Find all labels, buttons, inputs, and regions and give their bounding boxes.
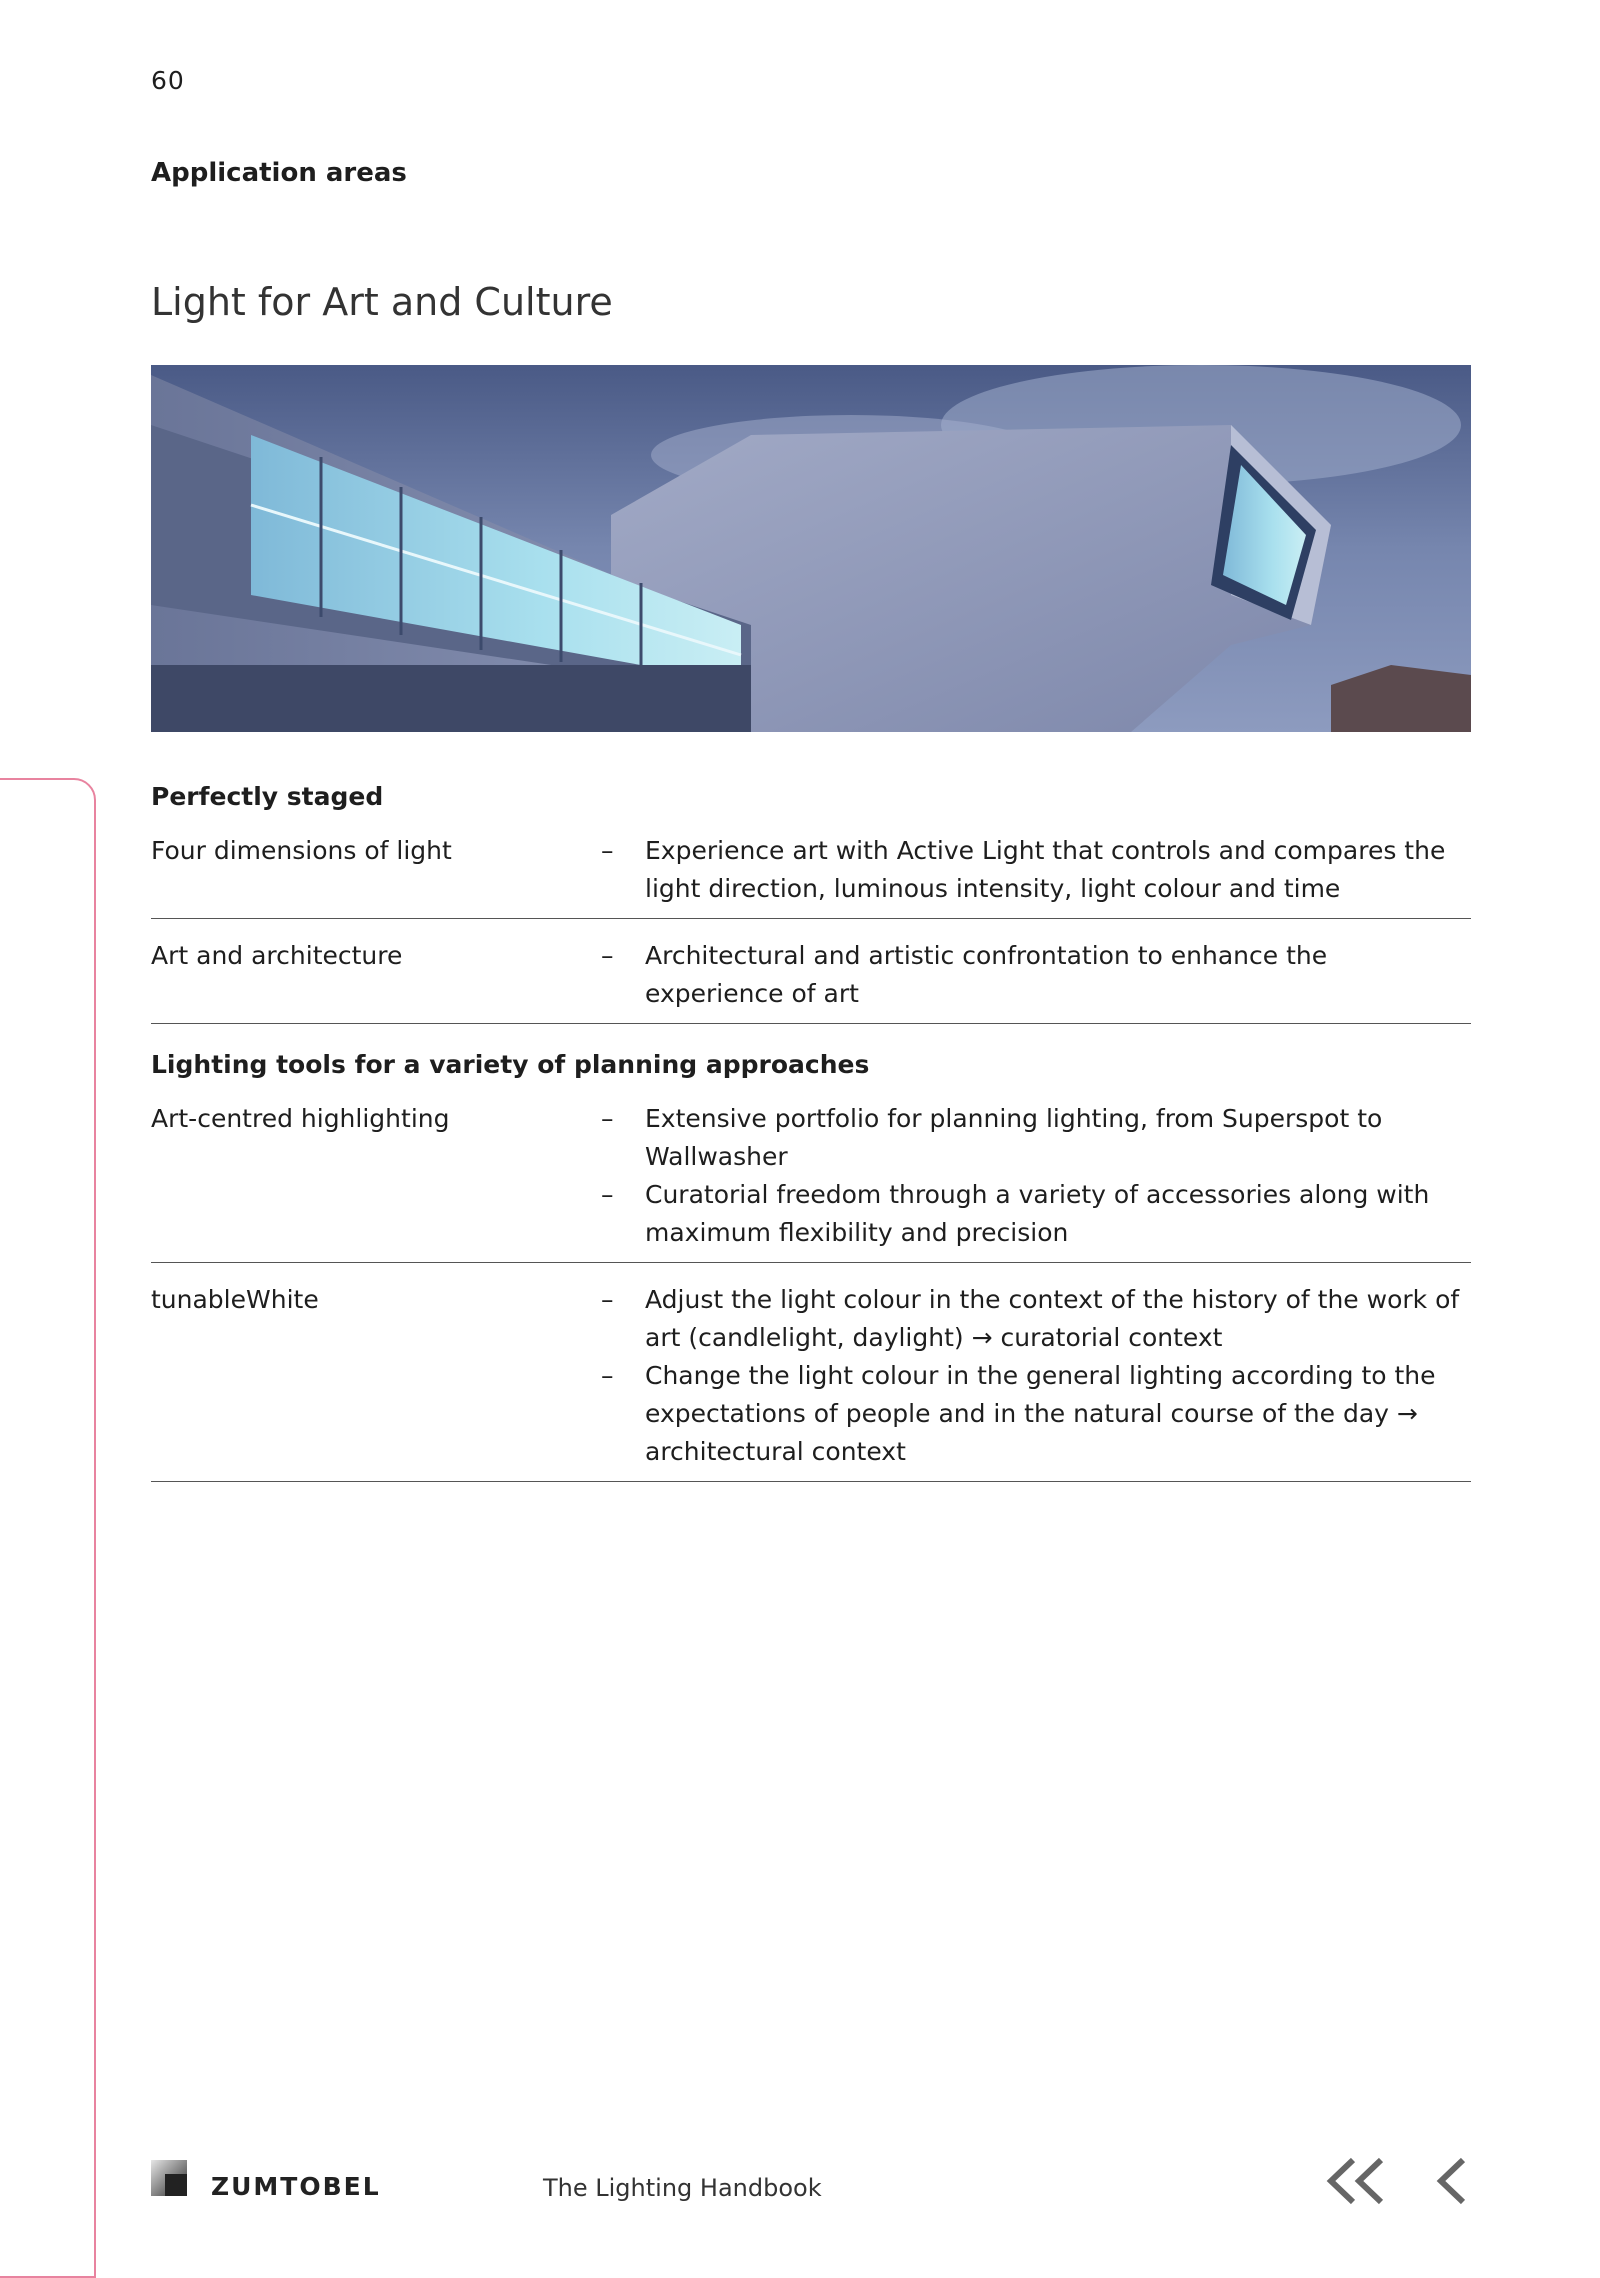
dash-bullet: – xyxy=(601,1361,614,1390)
bullet-list xyxy=(601,832,1471,908)
table-row xyxy=(151,1082,1471,1263)
side-tab-border xyxy=(0,778,96,2278)
list-item xyxy=(601,1176,1471,1252)
dash-bullet: – xyxy=(601,1285,614,1314)
row-label: Art and architecture xyxy=(151,941,403,970)
bullet-list xyxy=(601,1100,1471,1252)
list-item-text: Experience art with Active Light that controls and compares the light direction, luminous intensity, light colour and time xyxy=(645,836,1446,903)
list-item xyxy=(601,1281,1471,1357)
group-heading: Perfectly staged xyxy=(151,782,384,811)
row-label: Four dimensions of light xyxy=(151,836,452,865)
brand-name: ZUMTOBEL xyxy=(211,2172,381,2201)
dash-bullet: – xyxy=(601,941,614,970)
list-item xyxy=(601,1357,1471,1471)
table-row xyxy=(151,919,1471,1024)
double-chevron-left-icon[interactable] xyxy=(1323,2156,1387,2206)
list-item xyxy=(601,832,1471,908)
section-label: Application areas xyxy=(151,158,407,188)
list-item-text: Architectural and artistic confrontation to enhance the experience of art xyxy=(645,941,1328,1008)
list-item xyxy=(601,1100,1471,1176)
row-label: Art-centred highlighting xyxy=(151,1104,450,1133)
row-label: tunableWhite xyxy=(151,1285,319,1314)
footer xyxy=(151,2150,1471,2210)
list-item-text: Curatorial freedom through a variety of accessories along with maximum flexibility and precision xyxy=(645,1180,1430,1247)
chevron-left-icon[interactable] xyxy=(1433,2156,1473,2206)
table-row xyxy=(151,1263,1471,1482)
dash-bullet: – xyxy=(601,836,614,865)
page-title: Light for Art and Culture xyxy=(151,280,613,324)
museum-building-photo xyxy=(151,365,1471,732)
list-item xyxy=(601,937,1471,1013)
application-content xyxy=(151,780,1471,1482)
list-item-text: Change the light colour in the general lighting according to the expectations of people and in the natural course of the day → architectural context xyxy=(645,1361,1436,1466)
group-heading: Lighting tools for a variety of planning approaches xyxy=(151,1050,870,1079)
zumtobel-logo-icon xyxy=(151,2160,187,2196)
dash-bullet: – xyxy=(601,1104,614,1133)
list-item-text: Adjust the light colour in the context of the history of the work of art (candlelight, daylight) → curatorial context xyxy=(645,1285,1460,1352)
list-item-text: Extensive portfolio for planning lighting, from Superspot to Wallwasher xyxy=(645,1104,1383,1171)
table-row xyxy=(151,814,1471,919)
dash-bullet: – xyxy=(601,1180,614,1209)
bullet-list xyxy=(601,1281,1471,1471)
page-number: 60 xyxy=(151,66,185,95)
handbook-title: The Lighting Handbook xyxy=(543,2174,822,2202)
bullet-list xyxy=(601,937,1471,1013)
